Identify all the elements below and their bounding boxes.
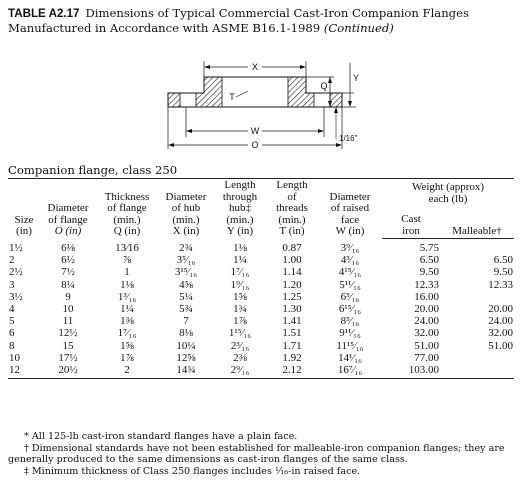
cell-diameter-hub: 3¹⁵⁄₁₆	[174, 266, 198, 279]
cell-size: 4	[9, 303, 15, 316]
cell-length-threads: 1.51	[282, 327, 302, 340]
table-row	[8, 266, 514, 278]
dim-w: W	[250, 126, 260, 136]
cell-diameter-raised: 6¹⁵⁄₁₆	[338, 303, 362, 316]
table-row	[8, 340, 514, 352]
cell-size: 6	[9, 327, 15, 340]
hdr-length-hub: Length through hub‡ (min.) Y (in)	[214, 179, 266, 239]
cell-diameter-raised: 8⁵⁄₁₆	[340, 315, 360, 328]
cell-length-threads: 1.30	[282, 303, 302, 316]
cell-length-hub: 1⅞	[233, 315, 247, 328]
cell-cast-iron: 9.50	[419, 266, 439, 279]
hdr-diameter-hub: Diameter of hub (min.) X (in)	[158, 179, 214, 239]
cell-diameter-raised: 4¹⁵⁄₁₆	[338, 266, 362, 279]
cell-malleable	[440, 291, 514, 303]
table-body	[8, 239, 514, 379]
cell-malleable: 20.00	[488, 303, 513, 316]
cell-diameter-hub: 12⅝	[176, 351, 196, 364]
cell-diameter-raised: 3⁹⁄₁₆	[340, 241, 360, 254]
cell-cast-iron: 32.00	[414, 327, 439, 340]
cell-diameter-flange: 12½	[58, 327, 78, 340]
table-subtitle: Companion flange, class 250	[8, 163, 178, 177]
cell-thickness: 1⅜	[120, 315, 134, 328]
hdr-diameter-flange: Diameter of flange O (in)	[40, 179, 96, 239]
cell-length-threads: 2.12	[266, 364, 318, 379]
caption-text: Dimensions of Typical Commercial Cast-Iron Companion Flanges Manufactured in Accordance with ASME B16.1-1989	[8, 6, 469, 35]
cell-diameter-flange: 7½	[61, 266, 75, 279]
cell-diameter-flange: 15	[62, 339, 74, 352]
dim-x: X	[251, 62, 259, 72]
hdr-thickness: Thickness of flange (min.) Q (in)	[96, 179, 158, 239]
cell-length-threads: 1.20	[282, 278, 302, 291]
cell-malleable: 9.50	[493, 266, 513, 279]
cell-length-hub: 1⁹⁄₁₆	[230, 278, 250, 291]
table-notes	[8, 431, 514, 477]
cell-length-threads: 1.25	[282, 290, 302, 303]
cell-diameter-hub: 14¾	[158, 364, 214, 379]
hdr-size: Size (in)	[8, 179, 40, 239]
cell-diameter-raised: 16⁷⁄₁₆	[318, 364, 382, 379]
flange-table	[8, 178, 514, 379]
cell-diameter-raised: 6⁵⁄₁₆	[340, 290, 360, 303]
cell-length-hub: 1⅛	[233, 241, 247, 254]
cell-length-threads: 1.71	[282, 339, 302, 352]
note-thickness: ‡ Minimum thickness of Class 250 flanges includes ¹⁄₁₆-in raised face.	[24, 465, 361, 477]
cell-size: 1½	[9, 241, 23, 254]
cell-size: 12	[8, 364, 40, 379]
cell-length-threads: 1.14	[282, 266, 302, 279]
cell-cast-iron: 103.00	[382, 364, 440, 379]
cell-diameter-raised: 9¹¹⁄₁₆	[339, 327, 361, 340]
cell-length-threads: 1.92	[282, 351, 302, 364]
cell-thickness: 1³⁄₁₆	[117, 290, 137, 303]
hdr-length-threads: Length of threads (min.) T (in)	[266, 179, 318, 239]
cell-length-hub: 1⁷⁄₁₆	[230, 266, 250, 279]
cell-diameter-raised: 4³⁄₁₆	[340, 254, 360, 267]
cell-thickness: 2	[96, 364, 158, 379]
cell-cast-iron: 77.00	[414, 351, 439, 364]
cell-diameter-flange: 6½	[61, 254, 75, 267]
cell-malleable	[440, 239, 514, 255]
cell-size: 10	[9, 351, 20, 364]
table-row	[8, 315, 514, 327]
cell-length-hub: 1⅝	[233, 290, 247, 303]
cell-cast-iron: 12.33	[414, 278, 439, 291]
cell-malleable	[440, 364, 514, 379]
cell-length-hub: 1¹⁵⁄₁₆	[228, 327, 252, 340]
cell-malleable: 24.00	[488, 315, 513, 328]
cell-size: 3	[9, 278, 15, 291]
cell-length-hub: 2⁹⁄₁₆	[214, 364, 266, 379]
cell-diameter-hub: 4⅝	[179, 278, 193, 291]
hdr-weight: Weight (approx) each (lb)	[382, 179, 514, 210]
cell-length-hub: 1¾	[233, 303, 247, 316]
cell-length-threads: 1.00	[282, 254, 302, 267]
cell-size: 3½	[9, 290, 23, 303]
dim-y: Y	[352, 73, 360, 83]
cell-cast-iron: 6.50	[419, 254, 439, 267]
table-row	[8, 352, 514, 364]
hub-left-section	[196, 77, 222, 107]
cell-cast-iron: 51.00	[414, 339, 439, 352]
cell-cast-iron: 5.75	[419, 242, 439, 254]
cell-diameter-raised: 11¹⁵⁄₁₆	[336, 339, 364, 352]
cell-malleable: 12.33	[488, 278, 513, 291]
cell-malleable: 6.50	[493, 254, 513, 267]
dim-q: Q	[320, 81, 328, 91]
cell-diameter-flange: 10	[62, 303, 74, 316]
cell-diameter-flange: 9	[65, 290, 71, 303]
cell-cast-iron: 24.00	[414, 315, 439, 328]
cell-diameter-flange: 17½	[58, 351, 78, 364]
cell-diameter-flange: 8¼	[61, 278, 75, 291]
hdr-cast-iron: Cast iron	[382, 210, 440, 239]
cell-diameter-hub: 10¼	[176, 339, 196, 352]
cell-length-hub: 2³⁄₁₆	[230, 339, 250, 352]
cell-malleable	[440, 352, 514, 364]
cell-diameter-hub: 5¾	[179, 303, 193, 316]
cell-thickness: 1⅞	[120, 351, 134, 364]
hdr-malleable: Malleable†	[440, 210, 514, 239]
cell-malleable: 32.00	[488, 327, 513, 340]
cell-diameter-hub: 8⅛	[179, 327, 193, 340]
table-caption	[8, 6, 508, 35]
table-row	[8, 239, 514, 255]
cell-diameter-raised: 5¹¹⁄₁₆	[339, 278, 361, 291]
flange-diagram	[150, 55, 360, 155]
cell-thickness: 1¼	[120, 303, 134, 316]
cell-diameter-hub: 3⁵⁄₁₆	[176, 254, 196, 267]
cell-length-hub: 2⅜	[233, 351, 247, 364]
cell-diameter-flange: 6⅛	[61, 241, 75, 254]
table-label: TABLE A2.17	[8, 7, 80, 20]
cell-diameter-flange: 11	[62, 315, 74, 328]
cell-diameter-hub: 5¼	[179, 290, 193, 303]
cell-size: 8	[9, 339, 15, 352]
cell-malleable: 51.00	[488, 339, 513, 352]
caption-continued: (Continued)	[323, 21, 394, 35]
hub-right-section	[288, 77, 314, 107]
cell-diameter-hub: 7	[183, 315, 189, 328]
dim-raised-face: 1/16"	[339, 134, 358, 143]
note-plain-face: * All 125-lb cast-iron standard flanges have a plain face.	[24, 431, 298, 442]
flange-right-section	[330, 93, 342, 107]
table-row	[8, 303, 514, 315]
cell-thickness: 1⁷⁄₁₆	[117, 327, 137, 340]
cell-size: 2½	[9, 266, 23, 279]
cell-cast-iron: 16.00	[414, 290, 439, 303]
flange-left-section	[168, 93, 180, 107]
cell-length-hub: 1¼	[233, 254, 247, 267]
cell-length-threads: 1.41	[282, 315, 302, 328]
table-row	[8, 291, 514, 303]
cell-thickness: ⅞	[122, 254, 132, 267]
cell-diameter-flange: 20½	[40, 364, 96, 379]
hdr-diameter-raised: Diameter of raised face W (in)	[318, 179, 382, 239]
cell-diameter-raised: 14¹⁄₁₆	[338, 351, 362, 364]
cell-thickness: 1⅛	[120, 278, 134, 291]
cell-length-threads: 0.87	[282, 241, 302, 254]
table-row	[8, 254, 514, 266]
table-row	[8, 327, 514, 339]
cell-size: 5	[9, 315, 15, 328]
dim-o: O	[251, 140, 259, 150]
note-malleable: † Dimensional standards have not been established for malleable-iron companion flanges; they are generally produced to the same dimensions as cast-iron flanges of the same class.	[8, 442, 505, 465]
table-row	[8, 279, 514, 291]
cell-size: 2	[9, 254, 15, 267]
table-row	[8, 364, 514, 379]
cell-cast-iron: 20.00	[414, 303, 439, 316]
cell-thickness: 13⁄16	[115, 241, 139, 254]
cell-thickness: 1⅝	[120, 339, 134, 352]
dim-t: T	[229, 92, 235, 102]
cell-diameter-hub: 2¾	[179, 241, 193, 254]
cell-thickness: 1	[124, 266, 130, 279]
